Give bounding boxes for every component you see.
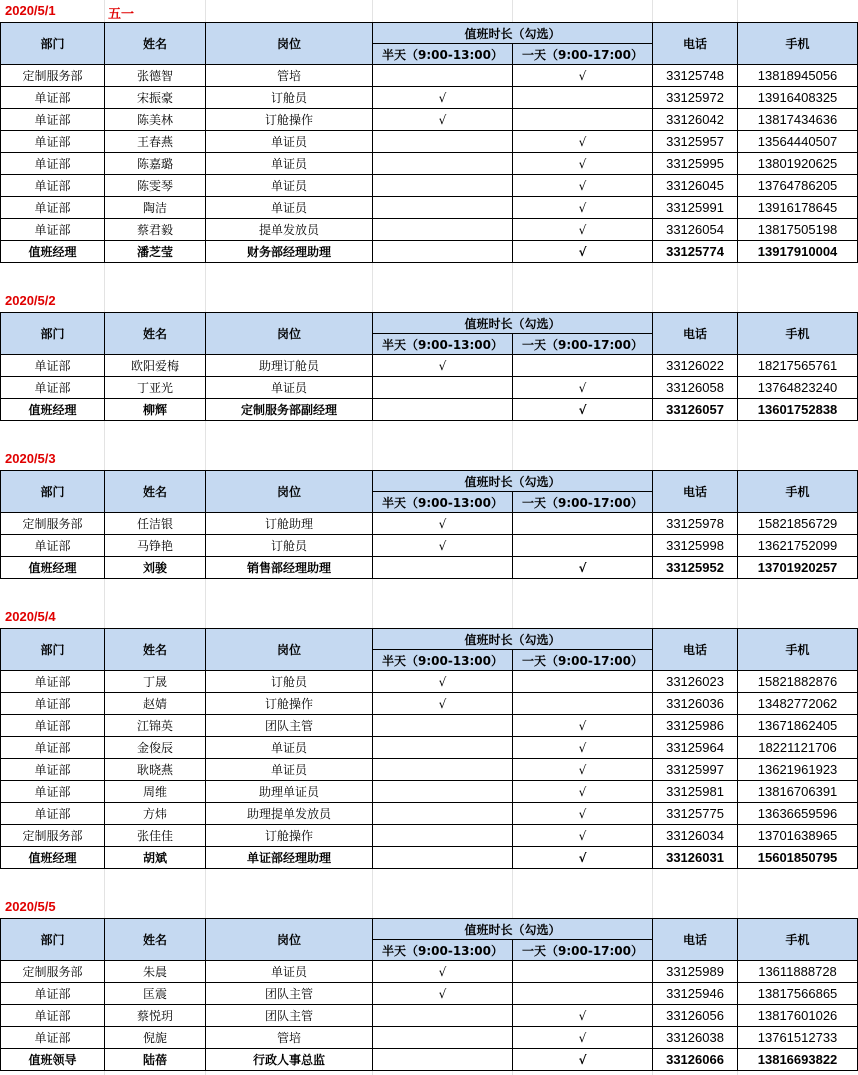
cell-mobile[interactable]: 13764786205 — [738, 175, 858, 197]
table-row — [1, 1027, 858, 1049]
table-row — [1, 153, 858, 175]
cell-mobile[interactable]: 13564440507 — [738, 131, 858, 153]
cell-full-check[interactable]: √ — [513, 847, 653, 869]
cell-phone[interactable]: 33125978 — [653, 513, 738, 535]
header-name: 姓名 — [105, 919, 206, 961]
cell-phone[interactable]: 33125957 — [653, 131, 738, 153]
cell-name[interactable]: 陈雯琴 — [105, 175, 206, 197]
cell-name[interactable]: 陈美林 — [105, 109, 206, 131]
cell-mobile[interactable]: 13636659596 — [738, 803, 858, 825]
cell-mobile[interactable]: 13916178645 — [738, 197, 858, 219]
cell-phone[interactable]: 33125998 — [653, 535, 738, 557]
header-full-day: 一天（9:00-17:00） — [513, 334, 653, 355]
day-date: 2020/5/4 — [5, 609, 56, 624]
cell-name[interactable]: 张佳佳 — [105, 825, 206, 847]
cell-name[interactable]: 任洁银 — [105, 513, 206, 535]
cell-phone[interactable]: 33126022 — [653, 355, 738, 377]
cell-post[interactable]: 助理单证员 — [206, 781, 373, 803]
cell-phone[interactable]: 33126023 — [653, 671, 738, 693]
cell-full-check[interactable]: √ — [513, 1005, 653, 1027]
cell-dept[interactable]: 单证部 — [1, 1005, 105, 1027]
cell-half-check[interactable] — [373, 737, 513, 759]
header-full-day: 一天（9:00-17:00） — [513, 650, 653, 671]
cell-name[interactable]: 柳辉 — [105, 399, 206, 421]
header-duty: 值班时长（勾选） — [373, 313, 653, 334]
header-full-day: 一天（9:00-17:00） — [513, 940, 653, 961]
cell-mobile[interactable]: 13621752099 — [738, 535, 858, 557]
header-full-day: 一天（9:00-17:00） — [513, 492, 653, 513]
cell-half-check[interactable]: √ — [373, 87, 513, 109]
cell-mobile[interactable]: 18221121706 — [738, 737, 858, 759]
header-dept: 部门 — [1, 471, 105, 513]
cell-full-check[interactable]: √ — [513, 131, 653, 153]
header-mobile: 手机 — [738, 919, 858, 961]
cell-half-check[interactable] — [373, 377, 513, 399]
cell-full-check[interactable]: √ — [513, 557, 653, 579]
cell-half-check[interactable] — [373, 219, 513, 241]
cell-name[interactable]: 蔡君毅 — [105, 219, 206, 241]
duty-table — [0, 918, 858, 1071]
cell-dept[interactable]: 单证部 — [1, 759, 105, 781]
cell-mobile[interactable]: 13817601026 — [738, 1005, 858, 1027]
cell-half-check[interactable]: √ — [373, 693, 513, 715]
header-duty: 值班时长（勾选） — [373, 471, 653, 492]
cell-half-check[interactable]: √ — [373, 535, 513, 557]
cell-name[interactable]: 周维 — [105, 781, 206, 803]
cell-name[interactable]: 赵婧 — [105, 693, 206, 715]
cell-half-check[interactable]: √ — [373, 109, 513, 131]
date-row — [0, 290, 858, 312]
cell-mobile[interactable]: 13761512733 — [738, 1027, 858, 1049]
cell-phone[interactable]: 33126057 — [653, 399, 738, 421]
cell-full-check[interactable]: √ — [513, 825, 653, 847]
header-dept: 部门 — [1, 629, 105, 671]
cell-full-check[interactable]: √ — [513, 175, 653, 197]
table-row — [1, 737, 858, 759]
cell-phone[interactable]: 33125995 — [653, 153, 738, 175]
cell-post[interactable]: 助理提单发放员 — [206, 803, 373, 825]
duty-table — [0, 22, 858, 263]
header-post: 岗位 — [206, 919, 373, 961]
cell-half-check[interactable] — [373, 241, 513, 263]
cell-dept[interactable]: 单证部 — [1, 781, 105, 803]
holiday-label: 五一 — [108, 7, 135, 22]
table-row — [1, 847, 858, 869]
header-phone: 电话 — [653, 313, 738, 355]
date-row — [0, 0, 858, 22]
cell-mobile[interactable]: 13764823240 — [738, 377, 858, 399]
cell-dept[interactable]: 值班经理 — [1, 399, 105, 421]
cell-full-check[interactable]: √ — [513, 715, 653, 737]
cell-mobile[interactable]: 15821856729 — [738, 513, 858, 535]
cell-name[interactable]: 匡震 — [105, 983, 206, 1005]
cell-dept[interactable]: 单证部 — [1, 1027, 105, 1049]
cell-full-check[interactable] — [513, 535, 653, 557]
duty-table — [0, 312, 858, 421]
cell-full-check[interactable] — [513, 983, 653, 1005]
header-half-day: 半天（9:00-13:00） — [373, 334, 513, 355]
cell-full-check[interactable] — [513, 355, 653, 377]
cell-phone[interactable]: 33126034 — [653, 825, 738, 847]
header-post: 岗位 — [206, 313, 373, 355]
header-post: 岗位 — [206, 471, 373, 513]
header-post: 岗位 — [206, 23, 373, 65]
cell-phone[interactable]: 33125775 — [653, 803, 738, 825]
header-phone: 电话 — [653, 919, 738, 961]
cell-post[interactable]: 团队主管 — [206, 983, 373, 1005]
cell-name[interactable]: 陶洁 — [105, 197, 206, 219]
cell-full-check[interactable]: √ — [513, 399, 653, 421]
cell-name[interactable]: 倪旎 — [105, 1027, 206, 1049]
cell-name[interactable]: 胡斌 — [105, 847, 206, 869]
cell-mobile[interactable]: 13482772062 — [738, 693, 858, 715]
day-block — [0, 448, 858, 579]
cell-name[interactable]: 马铮艳 — [105, 535, 206, 557]
day-block — [0, 606, 858, 869]
cell-full-check[interactable]: √ — [513, 1049, 653, 1071]
table-row — [1, 355, 858, 377]
cell-post[interactable]: 提单发放员 — [206, 219, 373, 241]
cell-mobile[interactable]: 13817566865 — [738, 983, 858, 1005]
date-row — [0, 606, 858, 628]
cell-post[interactable]: 单证员 — [206, 961, 373, 983]
header-half-day: 半天（9:00-13:00） — [373, 940, 513, 961]
cell-half-check[interactable]: √ — [373, 355, 513, 377]
cell-dept[interactable]: 单证部 — [1, 377, 105, 399]
cell-mobile[interactable]: 13816693822 — [738, 1049, 858, 1071]
cell-full-check[interactable]: √ — [513, 759, 653, 781]
table-row — [1, 1049, 858, 1071]
cell-post[interactable]: 订舱员 — [206, 87, 373, 109]
duty-table — [0, 628, 858, 869]
cell-name[interactable]: 陆蓓 — [105, 1049, 206, 1071]
cell-dept[interactable]: 值班经理 — [1, 847, 105, 869]
table-row — [1, 693, 858, 715]
table-row — [1, 715, 858, 737]
cell-half-check[interactable] — [373, 847, 513, 869]
cell-dept[interactable]: 单证部 — [1, 219, 105, 241]
table-row — [1, 377, 858, 399]
table-row — [1, 983, 858, 1005]
table-row — [1, 175, 858, 197]
header-duty: 值班时长（勾选） — [373, 629, 653, 650]
duty-table — [0, 470, 858, 579]
cell-dept[interactable]: 定制服务部 — [1, 825, 105, 847]
cell-name[interactable]: 丁亚光 — [105, 377, 206, 399]
cell-dept[interactable]: 单证部 — [1, 803, 105, 825]
header-dept: 部门 — [1, 919, 105, 961]
cell-post[interactable]: 订舱员 — [206, 535, 373, 557]
table-row — [1, 961, 858, 983]
cell-phone[interactable]: 33125748 — [653, 65, 738, 87]
cell-dept[interactable]: 单证部 — [1, 535, 105, 557]
cell-mobile[interactable]: 15601850795 — [738, 847, 858, 869]
cell-phone[interactable]: 33126031 — [653, 847, 738, 869]
cell-dept[interactable]: 值班领导 — [1, 1049, 105, 1071]
cell-name[interactable]: 丁晟 — [105, 671, 206, 693]
cell-post[interactable]: 订舱操作 — [206, 693, 373, 715]
cell-half-check[interactable]: √ — [373, 671, 513, 693]
date-row — [0, 448, 858, 470]
cell-post[interactable]: 订舱员 — [206, 671, 373, 693]
cell-mobile[interactable]: 13701638965 — [738, 825, 858, 847]
table-row — [1, 109, 858, 131]
cell-half-check[interactable] — [373, 557, 513, 579]
cell-half-check[interactable] — [373, 175, 513, 197]
cell-phone[interactable]: 33125972 — [653, 87, 738, 109]
table-row — [1, 131, 858, 153]
cell-half-check[interactable] — [373, 781, 513, 803]
table-row — [1, 671, 858, 693]
cell-post[interactable]: 团队主管 — [206, 715, 373, 737]
cell-mobile[interactable]: 13621961923 — [738, 759, 858, 781]
header-mobile: 手机 — [738, 313, 858, 355]
cell-phone[interactable]: 33125991 — [653, 197, 738, 219]
cell-dept[interactable]: 单证部 — [1, 355, 105, 377]
cell-phone[interactable]: 33125986 — [653, 715, 738, 737]
cell-phone[interactable]: 33125946 — [653, 983, 738, 1005]
table-row — [1, 759, 858, 781]
header-name: 姓名 — [105, 471, 206, 513]
table-row — [1, 197, 858, 219]
cell-dept[interactable]: 单证部 — [1, 737, 105, 759]
cell-post[interactable]: 管培 — [206, 65, 373, 87]
cell-full-check[interactable] — [513, 671, 653, 693]
cell-dept[interactable]: 单证部 — [1, 715, 105, 737]
cell-half-check[interactable] — [373, 1027, 513, 1049]
table-row — [1, 803, 858, 825]
cell-post[interactable]: 助理订舱员 — [206, 355, 373, 377]
cell-dept[interactable]: 单证部 — [1, 131, 105, 153]
cell-half-check[interactable] — [373, 715, 513, 737]
cell-dept[interactable]: 单证部 — [1, 87, 105, 109]
cell-name[interactable]: 金俊辰 — [105, 737, 206, 759]
cell-full-check[interactable] — [513, 87, 653, 109]
cell-post[interactable]: 销售部经理助理 — [206, 557, 373, 579]
table-row — [1, 219, 858, 241]
cell-post[interactable]: 管培 — [206, 1027, 373, 1049]
header-name: 姓名 — [105, 313, 206, 355]
cell-half-check[interactable] — [373, 131, 513, 153]
cell-name[interactable]: 陈嘉璐 — [105, 153, 206, 175]
table-row — [1, 557, 858, 579]
day-block — [0, 290, 858, 421]
cell-full-check[interactable] — [513, 961, 653, 983]
cell-dept[interactable]: 单证部 — [1, 153, 105, 175]
cell-phone[interactable]: 33126042 — [653, 109, 738, 131]
cell-phone[interactable]: 33125997 — [653, 759, 738, 781]
cell-post[interactable]: 订舱助理 — [206, 513, 373, 535]
cell-full-check[interactable]: √ — [513, 153, 653, 175]
cell-half-check[interactable] — [373, 825, 513, 847]
cell-name[interactable]: 张德智 — [105, 65, 206, 87]
cell-phone[interactable]: 33126054 — [653, 219, 738, 241]
cell-mobile[interactable]: 13801920625 — [738, 153, 858, 175]
cell-mobile[interactable]: 13917910004 — [738, 241, 858, 263]
cell-mobile[interactable]: 15821882876 — [738, 671, 858, 693]
cell-dept[interactable]: 值班经理 — [1, 557, 105, 579]
cell-phone[interactable]: 33126066 — [653, 1049, 738, 1071]
cell-phone[interactable]: 33126036 — [653, 693, 738, 715]
header-phone: 电话 — [653, 471, 738, 513]
cell-post[interactable]: 团队主管 — [206, 1005, 373, 1027]
cell-half-check[interactable]: √ — [373, 983, 513, 1005]
cell-post[interactable]: 定制服务部副经理 — [206, 399, 373, 421]
header-phone: 电话 — [653, 629, 738, 671]
header-name: 姓名 — [105, 23, 206, 65]
header-duty: 值班时长（勾选） — [373, 919, 653, 940]
day-date: 2020/5/5 — [5, 899, 56, 914]
cell-phone[interactable]: 33126045 — [653, 175, 738, 197]
cell-half-check[interactable] — [373, 803, 513, 825]
cell-full-check[interactable] — [513, 513, 653, 535]
cell-name[interactable]: 潘芝莹 — [105, 241, 206, 263]
cell-half-check[interactable] — [373, 65, 513, 87]
cell-post[interactable]: 单证员 — [206, 759, 373, 781]
day-date: 2020/5/1 — [5, 3, 56, 18]
cell-full-check[interactable]: √ — [513, 803, 653, 825]
cell-dept[interactable]: 定制服务部 — [1, 513, 105, 535]
cell-mobile[interactable]: 13701920257 — [738, 557, 858, 579]
cell-dept[interactable]: 单证部 — [1, 175, 105, 197]
day-date: 2020/5/2 — [5, 293, 56, 308]
header-half-day: 半天（9:00-13:00） — [373, 44, 513, 65]
header-duty: 值班时长（勾选） — [373, 23, 653, 44]
header-dept: 部门 — [1, 23, 105, 65]
cell-mobile[interactable]: 13818945056 — [738, 65, 858, 87]
cell-full-check[interactable]: √ — [513, 219, 653, 241]
cell-half-check[interactable]: √ — [373, 961, 513, 983]
cell-phone[interactable]: 33125981 — [653, 781, 738, 803]
cell-dept[interactable]: 单证部 — [1, 693, 105, 715]
cell-post[interactable]: 订舱操作 — [206, 825, 373, 847]
cell-post[interactable]: 单证员 — [206, 737, 373, 759]
cell-full-check[interactable]: √ — [513, 377, 653, 399]
cell-name[interactable]: 江锦英 — [105, 715, 206, 737]
cell-name[interactable]: 刘骏 — [105, 557, 206, 579]
header-name: 姓名 — [105, 629, 206, 671]
cell-phone[interactable]: 33126056 — [653, 1005, 738, 1027]
cell-dept[interactable]: 单证部 — [1, 197, 105, 219]
cell-dept[interactable]: 值班经理 — [1, 241, 105, 263]
table-row — [1, 65, 858, 87]
cell-name[interactable]: 朱晨 — [105, 961, 206, 983]
header-mobile: 手机 — [738, 471, 858, 513]
table-row — [1, 1005, 858, 1027]
cell-half-check[interactable] — [373, 153, 513, 175]
cell-full-check[interactable] — [513, 693, 653, 715]
cell-full-check[interactable]: √ — [513, 241, 653, 263]
cell-phone[interactable]: 33126058 — [653, 377, 738, 399]
table-row — [1, 535, 858, 557]
cell-post[interactable]: 订舱操作 — [206, 109, 373, 131]
header-half-day: 半天（9:00-13:00） — [373, 492, 513, 513]
cell-dept[interactable]: 单证部 — [1, 983, 105, 1005]
cell-name[interactable]: 耿晓燕 — [105, 759, 206, 781]
day-block — [0, 896, 858, 1071]
cell-mobile[interactable]: 13671862405 — [738, 715, 858, 737]
cell-mobile[interactable]: 13916408325 — [738, 87, 858, 109]
cell-half-check[interactable]: √ — [373, 513, 513, 535]
cell-post[interactable]: 财务部经理助理 — [206, 241, 373, 263]
cell-mobile[interactable]: 13817505198 — [738, 219, 858, 241]
cell-name[interactable]: 方炜 — [105, 803, 206, 825]
header-full-day: 一天（9:00-17:00） — [513, 44, 653, 65]
day-date: 2020/5/3 — [5, 451, 56, 466]
table-row — [1, 781, 858, 803]
cell-full-check[interactable] — [513, 109, 653, 131]
table-row — [1, 825, 858, 847]
header-mobile: 手机 — [738, 629, 858, 671]
cell-half-check[interactable] — [373, 759, 513, 781]
table-row — [1, 87, 858, 109]
cell-name[interactable]: 蔡悦玥 — [105, 1005, 206, 1027]
table-row — [1, 241, 858, 263]
cell-full-check[interactable]: √ — [513, 1027, 653, 1049]
table-row — [1, 513, 858, 535]
date-row — [0, 896, 858, 918]
cell-dept[interactable]: 定制服务部 — [1, 65, 105, 87]
cell-phone[interactable]: 33125774 — [653, 241, 738, 263]
cell-post[interactable]: 单证部经理助理 — [206, 847, 373, 869]
cell-post[interactable]: 单证员 — [206, 153, 373, 175]
cell-half-check[interactable] — [373, 1049, 513, 1071]
cell-post[interactable]: 单证员 — [206, 197, 373, 219]
cell-post[interactable]: 单证员 — [206, 131, 373, 153]
cell-phone[interactable]: 33126038 — [653, 1027, 738, 1049]
cell-full-check[interactable]: √ — [513, 781, 653, 803]
day-block — [0, 0, 858, 263]
table-row — [1, 399, 858, 421]
cell-mobile[interactable]: 13611888728 — [738, 961, 858, 983]
cell-half-check[interactable] — [373, 197, 513, 219]
cell-phone[interactable]: 33125989 — [653, 961, 738, 983]
cell-mobile[interactable]: 13817434636 — [738, 109, 858, 131]
header-half-day: 半天（9:00-13:00） — [373, 650, 513, 671]
cell-phone[interactable]: 33125964 — [653, 737, 738, 759]
cell-dept[interactable]: 单证部 — [1, 109, 105, 131]
header-mobile: 手机 — [738, 23, 858, 65]
cell-dept[interactable]: 定制服务部 — [1, 961, 105, 983]
cell-post[interactable]: 行政人事总监 — [206, 1049, 373, 1071]
cell-name[interactable]: 欧阳爱梅 — [105, 355, 206, 377]
cell-post[interactable]: 单证员 — [206, 175, 373, 197]
cell-half-check[interactable] — [373, 1005, 513, 1027]
header-dept: 部门 — [1, 313, 105, 355]
cell-mobile[interactable]: 18217565761 — [738, 355, 858, 377]
cell-full-check[interactable]: √ — [513, 65, 653, 87]
cell-full-check[interactable]: √ — [513, 197, 653, 219]
cell-name[interactable]: 王春燕 — [105, 131, 206, 153]
cell-half-check[interactable] — [373, 399, 513, 421]
cell-dept[interactable]: 单证部 — [1, 671, 105, 693]
header-phone: 电话 — [653, 23, 738, 65]
cell-post[interactable]: 单证员 — [206, 377, 373, 399]
cell-phone[interactable]: 33125952 — [653, 557, 738, 579]
cell-mobile[interactable]: 13816706391 — [738, 781, 858, 803]
cell-name[interactable]: 宋振豪 — [105, 87, 206, 109]
cell-full-check[interactable]: √ — [513, 737, 653, 759]
cell-mobile[interactable]: 13601752838 — [738, 399, 858, 421]
header-post: 岗位 — [206, 629, 373, 671]
